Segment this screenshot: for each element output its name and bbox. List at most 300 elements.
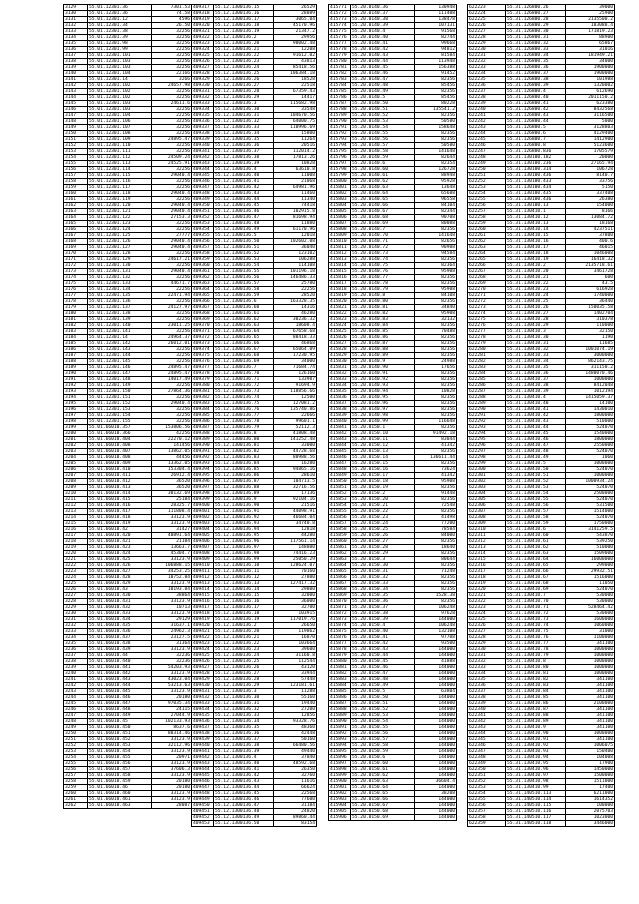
row-index-cell: 409338 [192,131,214,137]
account-code-cell: 55.20.0150.55 [351,725,415,731]
row-index-cell: 3188 [64,359,88,365]
account-code-cell: 55.12.1300136.14 [214,587,274,593]
row-index-cell: 3259 [64,785,88,791]
account-code-cell: 55.20.0150.56 [351,731,415,737]
account-code-cell: 55.01.66010.452 [88,737,152,743]
account-code-cell: 55.12.1300136.41 [214,179,274,185]
amount-cell: 25900 [566,11,615,17]
amount-cell: 1190 [566,335,615,341]
account-code-cell: 55.12.1300136.72 [214,383,274,389]
amount-cell: 13084.72 [566,215,615,221]
row-index-cell: 415906 [329,815,351,821]
amount-cell: 27165.94 [566,161,615,167]
account-code-cell: 55.12.1300136.59 [214,293,274,299]
amount-cell: 33123.9 [152,515,192,521]
account-code-cell: 55.12.1300136.87 [214,479,274,485]
account-code-cell: 55.20.0140.77 [351,275,415,281]
amount-cell: 1402704 [566,311,615,317]
account-code-cell: 55.12.1300136.36 [214,143,274,149]
amount-cell: 6211000 [566,791,615,797]
row-index-cell: 409430 [192,683,214,689]
row-index-cell: 3235 [64,641,88,647]
account-code-cell: 55.01.66010.425 [88,557,152,563]
amount-cell: 40891.64 [152,533,192,539]
amount-cell: 27777 [152,233,192,239]
account-code-cell: 55.31.130410.52 [506,479,566,485]
account-code-cell: 55.01.12301.103 [88,65,152,71]
amount-cell: 32256 [152,317,192,323]
amount-cell: 144000 [415,683,457,689]
amount-cell: 1000000 [566,731,615,737]
account-code-cell: 55.12.1300136.67 [214,347,274,353]
row-index-cell: 415781 [329,65,351,71]
row-index-cell: 622265 [468,257,506,263]
amount-cell: 32256 [152,329,192,335]
row-index-cell: 622353 [468,785,506,791]
account-code-cell: 55.01.66010.439 [88,647,152,653]
row-index-cell: 3237 [64,653,88,659]
row-index-cell: 622278 [468,335,506,341]
row-index-cell: 622284 [468,371,506,377]
amount-cell: 144000 [415,653,457,659]
account-code-cell: 55.20.0150.46 [351,665,415,671]
account-code-cell: 55.20.0150.53 [351,713,415,719]
row-index-cell: 622303 [468,485,506,491]
account-code-cell: 55.20.0150.14 [351,455,415,461]
row-index-cell: 3205 [64,461,88,467]
account-code-cell: 55.12.1300136.88 [214,485,274,491]
amount-cell: 42256 [152,431,192,437]
row-index-cell: 3145 [64,101,88,107]
account-code-cell: 55.31.130410.1 [506,209,566,215]
row-index-cell: 622291 [468,413,506,419]
account-code-cell: 55.01.66010.448 [88,707,152,713]
amount-cell: 158648 [415,125,457,131]
amount-cell: 10828 [415,389,457,395]
row-index-cell: 622233 [468,65,506,71]
account-code-cell: 55.12.1300136.32 [214,707,274,713]
account-code-cell: 55.01.66010.421 [88,539,152,545]
account-code-cell: 55.12.1300136.57 [214,281,274,287]
amount-cell: 118856.66 [274,389,317,395]
row-index-cell: 622343 [468,725,506,731]
amount-cell: 22166 [152,71,192,77]
row-index-cell: 415773 [329,17,351,23]
account-code-cell: 55.20.0150.43 [351,647,415,653]
row-index-cell: 415804 [329,203,351,209]
amount-cell: 4129400 [566,131,615,137]
amount-cell: 126160 [274,371,317,377]
account-code-cell: 55.31.130410.45 [506,431,566,437]
account-code-cell: 55.20.0150.26 [351,533,415,539]
amount-cell: 82356 [415,485,457,491]
amount-cell: 148800 [274,545,317,551]
row-index-cell: 415802 [329,191,351,197]
account-code-cell: 55.01.12301.149 [88,383,152,389]
amount-cell: 65064.09 [274,347,317,353]
amount-cell: 135740.86 [274,407,317,413]
amount-cell: 17136 [274,491,317,497]
account-code-cell: 55.01.66010.446 [88,695,152,701]
account-code-cell: 55.01.66010.444 [88,683,152,689]
amount-cell: 85456 [415,83,457,89]
row-index-cell: 409386 [192,419,214,425]
account-code-cell: 55.20.0150.1 [351,425,415,431]
account-code-cell: 55.12.1300136.48 [214,221,274,227]
amount-cell: 82356 [415,371,457,377]
row-index-cell: 409379 [192,377,214,383]
row-index-cell: 3260 [64,791,88,797]
row-index-cell: 622313 [468,545,506,551]
row-index-cell: 3133 [64,29,88,35]
account-code-cell: 55.12.1300136.39 [214,749,274,755]
account-code-cell: 55.31.130100.436 [506,197,566,203]
row-index-cell: 409321 [192,29,214,35]
account-code-cell: 55.20.0150.5 [351,689,415,695]
amount-cell: 1415059.37 [566,395,615,401]
row-index-cell: 409350 [192,203,214,209]
amount-cell: 133987 [274,377,317,383]
row-index-cell: 415902 [329,791,351,797]
row-index-cell: 409414 [192,587,214,593]
row-index-cell: 409390 [192,443,214,449]
amount-cell: 24895.47 [152,365,192,371]
account-code-cell: 55.31.130410.93 [506,749,566,755]
amount-cell: 1705579 [566,149,615,155]
amount-cell: 1511000 [566,779,615,785]
row-index-cell: 415843 [329,437,351,443]
account-code-cell: 55.12.1300136.31 [214,113,274,119]
account-code-cell: 55.31.130410.15 [506,233,566,239]
row-index-cell: 3228 [64,599,88,605]
amount-cell: 19440 [274,701,317,707]
amount-cell: 144000 [415,707,457,713]
amount-cell: 144000 [415,749,457,755]
account-code-cell: 55.12.1300136.95 [214,533,274,539]
amount-cell: 33123.9 [152,797,192,803]
row-index-cell: 415837 [329,401,351,407]
account-code-cell: 55.20.0140.92 [351,377,415,383]
row-index-cell: 409388 [192,431,214,437]
row-index-cell: 3224 [64,575,88,581]
account-code-cell: 55.20.0140.83 [351,317,415,323]
account-code-cell: 55.12.1300136.68 [214,353,274,359]
row-index-cell: 409341 [192,149,214,155]
row-index-cell: 622348 [468,755,506,761]
amount-cell: 70160 [274,569,317,575]
row-index-cell: 409453 [192,821,214,827]
row-index-cell: 415833 [329,377,351,383]
account-code-cell: 55.20.0140.60 [351,167,415,173]
amount-cell: 45304.7 [152,551,192,557]
amount-cell: 13663.7 [152,545,192,551]
row-index-cell: 3176 [64,287,88,293]
table-body [468,5,615,827]
row-index-cell: 415886 [329,695,351,701]
row-index-cell: 622295 [468,437,506,443]
account-code-cell: 55.12.1300136.31 [214,701,274,707]
account-code-cell: 55.20.0140.66 [351,203,415,209]
account-code-cell: 55.01.12301.103 [88,101,152,107]
row-index-cell: 409395 [192,473,214,479]
account-code-cell: 55.12.1300136.36 [214,731,274,737]
account-code-cell: 55.12.1300136.71 [214,377,274,383]
amount-cell: 528464.42 [566,605,615,611]
amount-cell: 1509000 [566,551,615,557]
account-code-cell: 55.20.0140.82 [351,311,415,317]
row-index-cell: 415904 [329,803,351,809]
account-code-cell: 55.31.130410.35 [506,365,566,371]
amount-cell: 1800000 [566,437,615,443]
row-index-cell: 409424 [192,647,214,653]
row-index-cell: 3142 [64,83,88,89]
row-index-cell: 3158 [64,179,88,185]
row-index-cell: 622273 [468,305,506,311]
account-code-cell: 55.01.66010.450 [88,725,152,731]
row-index-cell: 415881 [329,665,351,671]
account-code-cell: 55.01.12301.36 [88,5,152,11]
amount-cell: 530000 [566,599,615,605]
row-index-cell: 3200 [64,431,88,437]
account-code-cell: 55.01.66010.46 [88,785,152,791]
amount-cell: 4237511 [566,227,615,233]
row-index-cell: 415799 [329,173,351,179]
row-index-cell: 415875 [329,629,351,635]
amount-cell: 17400 [566,785,615,791]
account-code-cell: 55.01.12301.128 [88,251,152,257]
row-index-cell: 3180 [64,311,88,317]
account-code-cell: 55.01.12301.113 [88,161,152,167]
row-index-cell: 622356 [468,803,506,809]
amount-cell: 33944 [274,671,317,677]
row-index-cell: 3134 [64,35,88,41]
amount-cell: 116648 [415,419,457,425]
account-code-cell: 55.12.1300136.43 [214,191,274,197]
row-index-cell: 415783 [329,77,351,83]
account-code-cell: 55.20.0150.23 [351,515,415,521]
row-index-cell: 622269 [468,281,506,287]
row-index-cell: 622324 [468,611,506,617]
row-index-cell: 3162 [64,203,88,209]
account-code-cell: 55.01.12301.119 [88,197,152,203]
row-index-cell: 415774 [329,23,351,29]
amount-cell: 43813 [274,59,317,65]
amount-cell: 82354 [415,161,457,167]
row-index-cell: 415850 [329,479,351,485]
row-index-cell: 3175 [64,281,88,287]
amount-cell: 26350 [274,767,317,773]
account-code-cell: 55.01.12301.130 [88,263,152,269]
row-index-cell: 415812 [329,251,351,257]
row-index-cell: 3206 [64,467,88,473]
row-index-cell: 622244 [468,131,506,137]
amount-cell: 144000 [415,797,457,803]
row-index-cell: 622238 [468,95,506,101]
amount-cell: 862143.75 [566,359,615,365]
row-index-cell: 409426 [192,659,214,665]
amount-cell: 31427 [152,527,192,533]
amount-cell: 25050.29 [274,557,317,563]
amount-cell: 1001074.19 [566,347,615,353]
amount-cell: 14100 [566,401,615,407]
amount-cell: 1060000 [566,623,615,629]
amount-cell: 616928 [566,287,615,293]
row-index-cell: 3232 [64,623,88,629]
account-code-cell: 55.20.0150.44 [351,653,415,659]
amount-cell: 32256 [152,359,192,365]
account-code-cell: 55.12.1300136.8 [214,431,274,437]
row-index-cell: 622246 [468,143,506,149]
account-code-cell: 55.01.12301.110 [88,143,152,149]
account-code-cell: 55.20.0140.6 [351,161,415,167]
amount-cell: 99668 [415,41,457,47]
account-code-cell: 55.01.66010.428 [88,575,152,581]
row-index-cell: 409429 [192,677,214,683]
amount-cell: 33123.9 [152,521,192,527]
account-code-cell: 55.20.0150.64 [351,785,415,791]
amount-cell: 29040.4 [152,269,192,275]
account-code-cell: 55.12.1300136.93 [214,521,274,527]
account-code-cell: 55.12.1300136.98 [214,551,274,557]
row-index-cell: 409431 [192,689,214,695]
row-index-cell: 409372 [192,335,214,341]
account-code-cell: 55.31.130410.33 [506,353,566,359]
row-index-cell: 409421 [192,629,214,635]
amount-cell: 41342 [415,473,457,479]
row-index-cell: 415790 [329,119,351,125]
amount-cell: 141456 [152,443,192,449]
amount-cell: 1900000 [566,71,615,77]
row-index-cell: 409376 [192,359,214,365]
account-code-cell: 55.01.66010.443 [88,677,152,683]
row-index-cell: 3135 [64,41,88,47]
account-code-cell: 55.12.1300136.96 [214,539,274,545]
account-code-cell: 55.01.12301.139 [88,317,152,323]
account-code-cell: 55.01.12301.118 [88,191,152,197]
account-code-cell: 55.12.1300136.20 [214,41,274,47]
amount-cell: 104670.56 [274,113,317,119]
account-code-cell: 55.20.0150.61 [351,767,415,773]
account-code-cell: 55.12.1300136.75 [214,401,274,407]
account-code-cell: 55.20.0140.93 [351,383,415,389]
account-code-cell: 55.01.66010.455 [88,755,152,761]
row-index-cell: 622298 [468,455,506,461]
row-index-cell: 409393 [192,461,214,467]
row-index-cell: 409343 [192,161,214,167]
amount-cell: 91612.02 [274,53,317,59]
amount-cell: 82356 [415,461,457,467]
amount-cell: 181949.21 [566,53,615,59]
account-code-cell: 55.20.0140.56 [351,137,415,143]
account-code-cell: 55.20.0140.89 [351,353,415,359]
amount-cell: 1540000 [566,431,615,437]
row-index-cell: 3155 [64,161,88,167]
account-code-cell: 55.12.1300136.92 [214,515,274,521]
amount-cell: 95908 [415,311,457,317]
row-index-cell: 3129 [64,5,88,11]
account-code-cell: 55.20.0140.47 [351,77,415,83]
account-code-cell: 55.01.66010.415 [88,497,152,503]
account-code-cell: 55.01.66010.460 [88,791,152,797]
amount-cell: 82644 [415,155,457,161]
row-index-cell: 415900 [329,779,351,785]
account-code-cell: 55.31.130410.97 [506,773,566,779]
account-code-cell: 55.31.130410.6 [506,527,566,533]
row-index-cell: 415801 [329,185,351,191]
account-code-cell: 55.12.1300136.49 [214,227,274,233]
row-index-cell: 415775 [329,29,351,35]
amount-cell: 72548 [415,503,457,509]
amount-cell: 36000 [274,599,317,605]
amount-cell: 144000 [415,761,457,767]
account-code-cell: 55.31.130410.76 [506,635,566,641]
account-code-cell: 55.20.0140.76 [351,269,415,275]
row-index-cell: 415828 [329,347,351,353]
amount-cell: 22256 [274,287,317,293]
account-code-cell: 55.12.1300136.18 [214,23,274,29]
row-index-cell: 409443 [192,761,214,767]
account-code-cell: 55.31.126800.34 [506,53,566,59]
amount-cell: 31016 [566,47,615,53]
amount-cell: 10713 [152,605,192,611]
row-index-cell: 409371 [192,329,214,335]
row-index-cell: 409378 [192,371,214,377]
account-code-cell: 55.01.66010.407 [88,449,152,455]
row-index-cell: 3242 [64,683,88,689]
amount-cell: 39600 [274,647,317,653]
amount-cell: 88418.33 [274,335,317,341]
account-code-cell: 55.12.1300136.64 [214,329,274,335]
amount-cell: 32256 [152,197,192,203]
row-index-cell: 622352 [468,779,506,785]
row-index-cell: 622307 [468,509,506,515]
account-code-cell: 55.20.0140.63 [351,185,415,191]
row-index-cell: 622320 [468,587,506,593]
row-index-cell: 3182 [64,323,88,329]
row-index-cell: 622316 [468,563,506,569]
account-code-cell: 55.20.0150.20 [351,497,415,503]
row-index-cell: 415840 [329,419,351,425]
row-index-cell: 622335 [468,677,506,683]
account-code-cell: 55.20.0150.65 [351,791,415,797]
row-index-cell: 409436 [192,719,214,725]
amount-cell: 16870 [274,635,317,641]
row-index-cell: 415794 [329,143,351,149]
row-index-cell: 409360 [192,263,214,269]
account-code-cell: 55.12.1300136.33 [214,125,274,131]
amount-cell: 33123.9 [152,791,192,797]
account-code-cell: 55.31.130410.82 [506,677,566,683]
amount-cell: 24988 [415,359,457,365]
account-code-cell: 55.12.1300136.46 [214,209,274,215]
row-index-cell: 3147 [64,113,88,119]
amount-cell: 23127.5 [152,635,192,641]
amount-cell: 50580 [415,119,457,125]
row-index-cell: 622230 [468,47,506,53]
account-code-cell: 55.31.130410.79 [506,653,566,659]
account-code-cell: 55.01.12301.108 [88,131,152,137]
row-index-cell: 409442 [192,755,214,761]
row-index-cell: 409369 [192,317,214,323]
row-index-cell: 409352 [192,215,214,221]
amount-cell: 18640 [415,545,457,551]
amount-cell: 36604.4 [415,779,457,785]
account-code-cell: 55.20.0140.81 [351,305,415,311]
row-index-cell: 415903 [329,797,351,803]
data-table-4 [467,4,615,827]
row-index-cell: 415800 [329,179,351,185]
amount-cell: 32000 [274,593,317,599]
